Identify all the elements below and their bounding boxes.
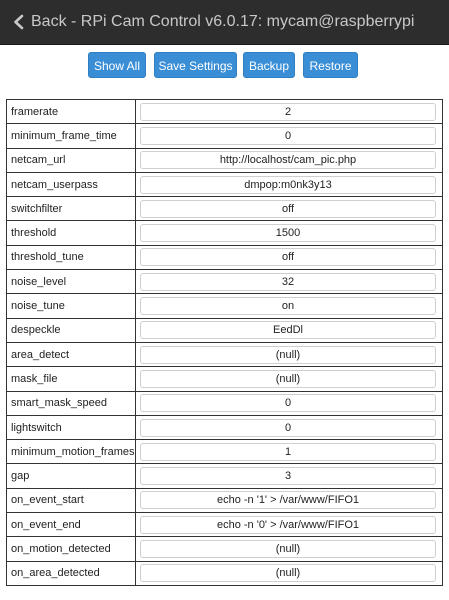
- setting-value-input[interactable]: 1500: [140, 224, 436, 242]
- backup-button[interactable]: Backup: [243, 52, 295, 78]
- setting-value-cell: [136, 124, 443, 148]
- setting-value-input[interactable]: on: [140, 297, 436, 315]
- setting-value-cell: [136, 415, 443, 439]
- setting-label: mask_file: [7, 367, 136, 391]
- setting-value-input[interactable]: (null): [140, 370, 436, 388]
- settings-row-on-motion-detected: [7, 537, 443, 561]
- settings-row-minimum-motion-frames: [7, 440, 443, 464]
- setting-value-input[interactable]: 0: [140, 127, 436, 145]
- setting-value-input[interactable]: off: [140, 200, 436, 218]
- setting-value-cell: [136, 537, 443, 561]
- setting-value-cell: [136, 318, 443, 342]
- settings-row-noise-level: [7, 270, 443, 294]
- setting-value-input[interactable]: 32: [140, 273, 436, 291]
- setting-label: framerate: [7, 100, 136, 124]
- setting-value-input[interactable]: (null): [140, 540, 436, 558]
- setting-value-input[interactable]: 2: [140, 103, 436, 121]
- setting-value-cell: [136, 488, 443, 512]
- show-all-button[interactable]: Show All: [88, 52, 146, 78]
- setting-value-cell: [136, 197, 443, 221]
- settings-row-switchfilter: [7, 197, 443, 221]
- setting-label: area_detect: [7, 342, 136, 366]
- setting-value-input[interactable]: 1: [140, 443, 436, 461]
- settings-row-threshold: [7, 221, 443, 245]
- setting-value-cell: [136, 391, 443, 415]
- settings-row-netcam-url: [7, 148, 443, 172]
- settings-row-minimum-frame-time: [7, 124, 443, 148]
- save-settings-button[interactable]: Save Settings: [154, 52, 237, 78]
- setting-value-input[interactable]: (null): [140, 564, 436, 582]
- setting-value-cell: [136, 561, 443, 585]
- settings-row-on-event-start: [7, 488, 443, 512]
- button-bar: [0, 52, 449, 80]
- setting-label: noise_level: [7, 270, 136, 294]
- setting-value-cell: [136, 245, 443, 269]
- setting-label: minimum_motion_frames: [7, 440, 136, 464]
- setting-label: noise_tune: [7, 294, 136, 318]
- settings-row-area-detect: [7, 342, 443, 366]
- settings-row-framerate: [7, 100, 443, 124]
- setting-value-cell: [136, 294, 443, 318]
- setting-label: on_motion_detected: [7, 537, 136, 561]
- setting-label: on_event_start: [7, 488, 136, 512]
- settings-row-on-event-end: [7, 513, 443, 537]
- setting-value-input[interactable]: 3: [140, 467, 436, 485]
- setting-label: netcam_userpass: [7, 172, 136, 196]
- back-arrow-icon[interactable]: [8, 11, 30, 33]
- setting-value-input[interactable]: echo -n '0' > /var/www/FIFO1: [140, 516, 436, 534]
- page-title[interactable]: Back - RPi Cam Control v6.0.17: mycam@raspberrypi: [31, 13, 415, 30]
- settings-row-on-area-detected: [7, 561, 443, 585]
- setting-value-input[interactable]: 0: [140, 419, 436, 437]
- setting-label: minimum_frame_time: [7, 124, 136, 148]
- settings-row-mask-file: [7, 367, 443, 391]
- setting-value-cell: [136, 440, 443, 464]
- setting-value-input[interactable]: http://localhost/cam_pic.php: [140, 151, 436, 169]
- settings-row-netcam-userpass: [7, 172, 443, 196]
- setting-value-input[interactable]: 0: [140, 394, 436, 412]
- navbar: [0, 0, 449, 45]
- setting-label: smart_mask_speed: [7, 391, 136, 415]
- setting-label: threshold_tune: [7, 245, 136, 269]
- setting-label: netcam_url: [7, 148, 136, 172]
- setting-value-cell: [136, 513, 443, 537]
- setting-value-cell: [136, 270, 443, 294]
- setting-value-input[interactable]: EedDl: [140, 321, 436, 339]
- settings-row-smart-mask-speed: [7, 391, 443, 415]
- settings-row-threshold-tune: [7, 245, 443, 269]
- setting-label: despeckle: [7, 318, 136, 342]
- setting-value-input[interactable]: off: [140, 248, 436, 266]
- setting-label: lightswitch: [7, 415, 136, 439]
- settings-row-gap: [7, 464, 443, 488]
- settings-row-lightswitch: [7, 415, 443, 439]
- setting-value-input[interactable]: (null): [140, 346, 436, 364]
- setting-label: on_area_detected: [7, 561, 136, 585]
- setting-label: threshold: [7, 221, 136, 245]
- setting-value-input[interactable]: dmpop:m0nk3y13: [140, 176, 436, 194]
- settings-row-despeckle: [7, 318, 443, 342]
- setting-label: switchfilter: [7, 197, 136, 221]
- setting-value-cell: [136, 367, 443, 391]
- settings-row-noise-tune: [7, 294, 443, 318]
- settings-table: [6, 99, 443, 586]
- setting-value-cell: [136, 148, 443, 172]
- setting-label: gap: [7, 464, 136, 488]
- setting-value-cell: [136, 464, 443, 488]
- setting-value-cell: [136, 342, 443, 366]
- setting-value-cell: [136, 100, 443, 124]
- setting-label: on_event_end: [7, 513, 136, 537]
- restore-button[interactable]: Restore: [303, 52, 358, 78]
- setting-value-cell: [136, 172, 443, 196]
- setting-value-input[interactable]: echo -n '1' > /var/www/FIFO1: [140, 491, 436, 509]
- setting-value-cell: [136, 221, 443, 245]
